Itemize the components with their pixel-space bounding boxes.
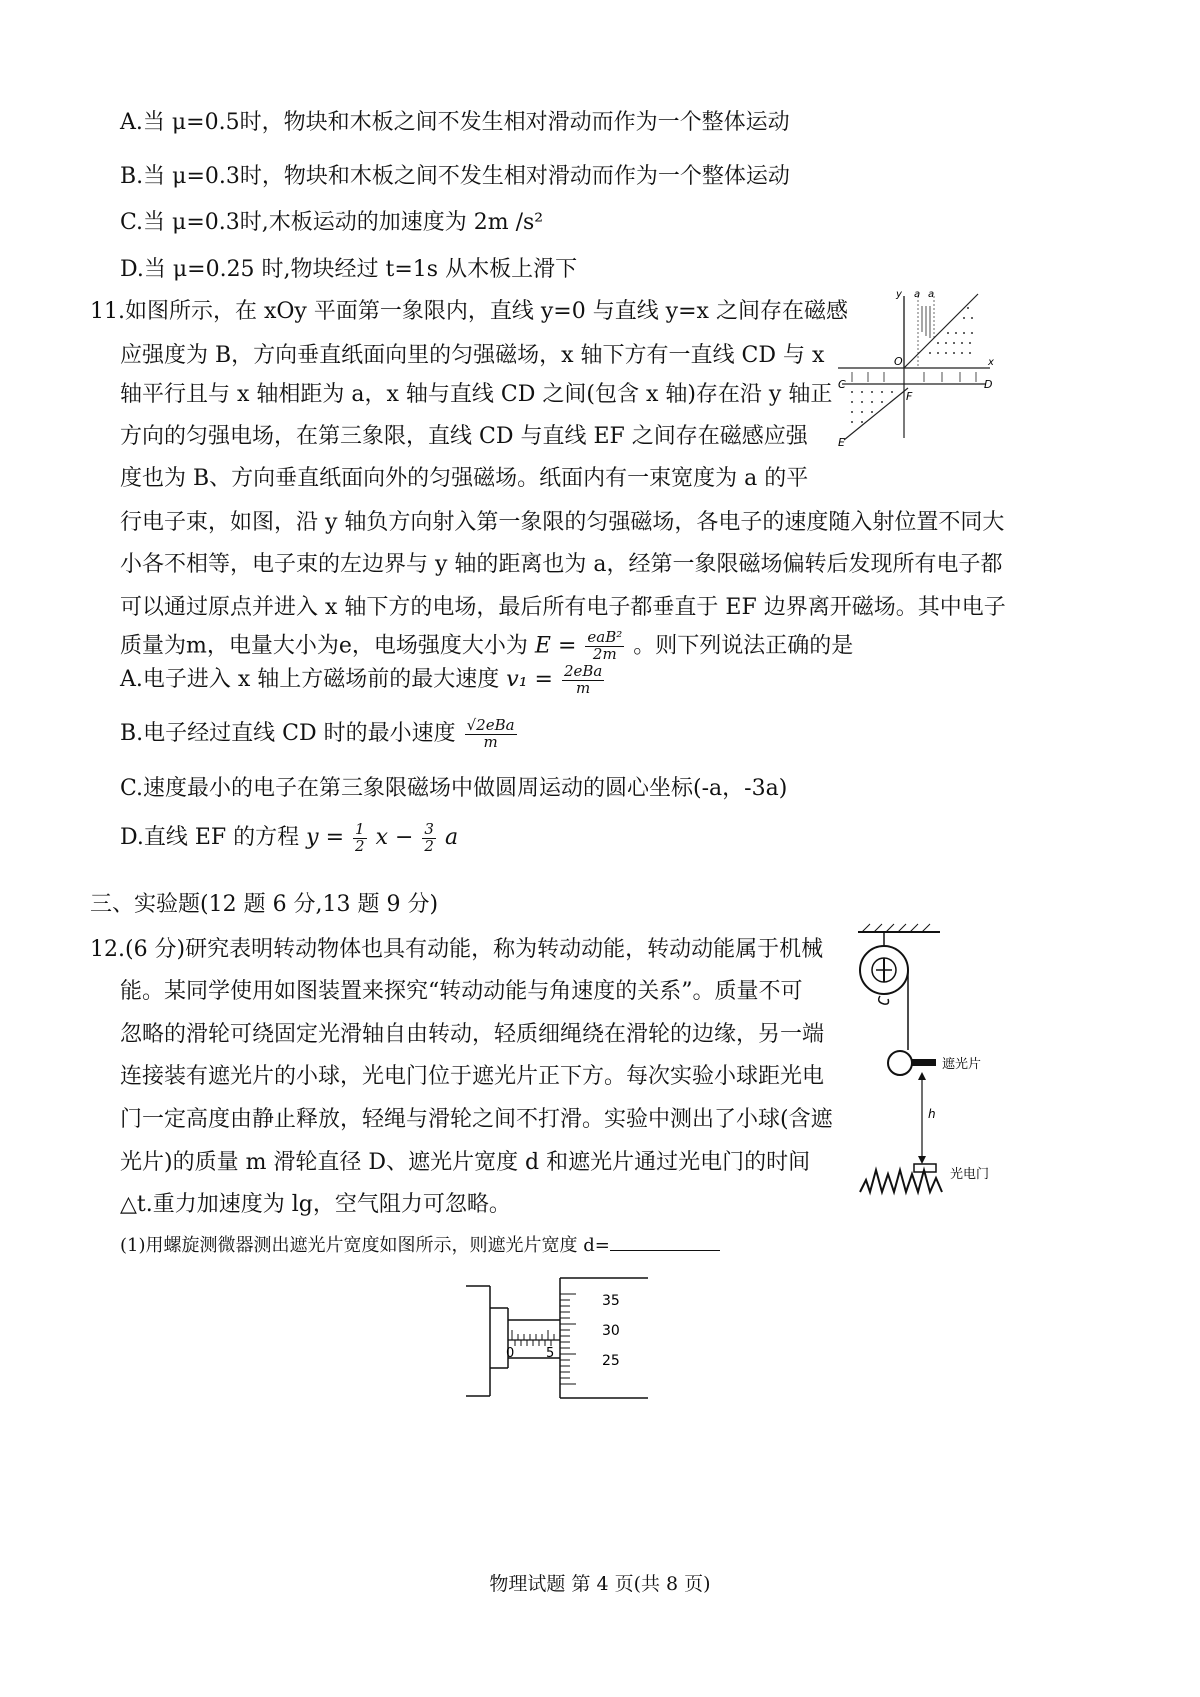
q11-option-d-d1: 2: [355, 836, 365, 855]
answer-blank-d[interactable]: [610, 1236, 720, 1251]
q11-line-8: 可以通过原点并进入 x 轴下方的电场，最后所有电子都垂直于 EF 边界离开磁场。其中电子: [120, 595, 1006, 620]
q12-line-4: 连接装有遮光片的小球，光电门位于遮光片正下方。每次实验小球距光电: [120, 1064, 825, 1089]
micrometer-label-5: 5: [546, 1346, 555, 1361]
q11-line-7: 小各不相等，电子束的左边界与 y 轴的距离也为 a，经第一象限磁场偏转后发现所有电子都: [120, 552, 1003, 577]
q11-option-b-den: m: [483, 732, 498, 751]
q12-line-7: △t.重力加速度为 lg，空气阻力可忽略。: [120, 1192, 511, 1217]
micrometer-label-30: 30: [602, 1323, 620, 1339]
q11-option-a-fraction: [562, 661, 604, 697]
q11-option-a-den: m: [576, 678, 591, 697]
q12-line-1: 12.(6 分)研究表明转动物体也具有动能，称为转动动能，转动动能属于机械: [90, 937, 824, 962]
field-E-label: E =: [534, 633, 577, 659]
q11-option-a-lhs: v₁ =: [506, 667, 553, 692]
fig12-label-h: h: [928, 1107, 936, 1121]
fig11-label-D: D: [984, 378, 993, 391]
micrometer-label-0: 0: [506, 1346, 515, 1361]
q11-option-d-y: y =: [306, 825, 345, 850]
fig11-label-a2: a: [928, 289, 935, 300]
q10-option-b: B.当 μ=0.3时，物块和木板之间不发生相对滑动而作为一个整体运动: [120, 164, 790, 189]
field-E-fraction: [585, 630, 624, 663]
q12-sub-1-text: (1)用螺旋测微器测出遮光片宽度如图所示，则遮光片宽度 d=: [120, 1235, 610, 1256]
q11-option-a-text: A.电子进入 x 轴上方磁场前的最大速度: [120, 667, 500, 692]
q11-option-b-num: √2eBa: [466, 715, 515, 734]
fig11-label-x: x: [988, 357, 994, 368]
fig11-label-O: O: [894, 355, 903, 368]
pulley-apparatus-diagram: [858, 922, 1008, 1204]
q11-option-d-n1: 1: [355, 819, 365, 838]
q10-option-a: A.当 μ=0.5时，物块和木板之间不发生相对滑动而作为一个整体运动: [120, 110, 790, 135]
q11-option-b-fraction: [465, 715, 517, 751]
micrometer-label-25: 25: [602, 1353, 620, 1369]
q11-line-6: 行电子束，如图，沿 y 轴负方向射入第一象限的匀强磁场，各电子的速度随入射位置不同大: [120, 510, 1005, 535]
q11-line-4: 方向的匀强电场，在第三象限，直线 CD 与直线 EF 之间存在磁感应强: [120, 424, 808, 449]
q11-option-b-text: B.电子经过直线 CD 时的最小速度: [120, 721, 456, 746]
q11-line-9: [120, 630, 853, 663]
q12-line-3: 忽略的滑轮可绕固定光滑轴自由转动，轻质细绳绕在滑轮的边缘，另一端: [120, 1022, 825, 1047]
fig12-label-shade: 遮光片: [942, 1057, 982, 1072]
micrometer-label-35: 35: [602, 1293, 620, 1309]
q11-option-a: [120, 662, 606, 698]
q12-line-2: 能。某同学使用如图装置来探究“转动动能与角速度的关系”。质量不可: [120, 979, 803, 1004]
fig11-label-E: E: [838, 436, 845, 448]
micrometer-diagram: [466, 1268, 652, 1404]
q12-line-5: 门一定高度由静止释放，轻绳与滑轮之间不打滑。实验中测出了小球(含遮: [120, 1107, 833, 1132]
ball-icon: [888, 1051, 912, 1075]
q11-line-5: 度也为 B、方向垂直纸面向外的匀强磁场。纸面内有一束宽度为 a 的平: [120, 466, 809, 491]
q11-option-d-frac2: [422, 819, 436, 855]
q12-sub-1: [120, 1231, 720, 1257]
fig11-label-C: C: [838, 378, 846, 391]
fig11-label-y: y: [896, 289, 902, 300]
q12-line-6: 光片)的质量 m 滑轮直径 D、遮光片宽度 d 和遮光片通过光电门的时间: [120, 1150, 811, 1175]
q11-option-a-num: 2eBa: [563, 661, 603, 680]
q11-option-d: [120, 820, 458, 856]
field-E-denominator: 2m: [592, 644, 617, 663]
q11-option-b: [120, 716, 519, 752]
fig11-label-F: F: [906, 390, 913, 403]
page-footer: 物理试题 第 4 页(共 8 页): [489, 1573, 711, 1595]
fig11-label-a1: a: [914, 289, 921, 300]
q11-option-d-text: D.直线 EF 的方程: [120, 825, 300, 850]
q11-field-diagram: [838, 288, 996, 448]
q10-option-c: C.当 μ=0.3时,木板运动的加速度为 2m /s²: [120, 210, 544, 235]
q11-line-2: 应强度为 B，方向垂直纸面向里的匀强磁场，x 轴下方有一直线 CD 与 x: [120, 343, 825, 368]
q11-option-d-n2: 3: [424, 819, 434, 838]
q11-option-d-frac1: [353, 819, 367, 855]
q11-line-9-pre: 质量为m，电量大小为e，电场强度大小为: [120, 633, 528, 659]
shade-plate-icon: [912, 1059, 936, 1066]
q11-option-c: C.速度最小的电子在第三象限磁场中做圆周运动的圆心坐标(-a，-3a): [120, 776, 788, 801]
q11-line-3: 轴平行且与 x 轴相距为 a，x 轴与直线 CD 之间(包含 x 轴)存在沿 y 轴正: [120, 382, 833, 407]
q11-line-1: 11.如图所示，在 xOy 平面第一象限内，直线 y=0 与直线 y=x 之间存在磁感: [90, 299, 848, 324]
q10-option-d: D.当 μ=0.25 时,物块经过 t=1s 从木板上滑下: [120, 257, 578, 282]
q11-option-d-d2: 2: [424, 836, 434, 855]
section-3-title: 三、实验题(12 题 6 分,13 题 9 分): [90, 892, 439, 917]
q11-option-d-end: a: [444, 825, 459, 850]
q11-line-9-post: 。则下列说法正确的是: [633, 633, 854, 659]
fig12-label-gate: 光电门: [950, 1167, 990, 1182]
field-E-numerator: eaB²: [587, 628, 623, 646]
q11-option-d-mid: x −: [375, 825, 414, 850]
